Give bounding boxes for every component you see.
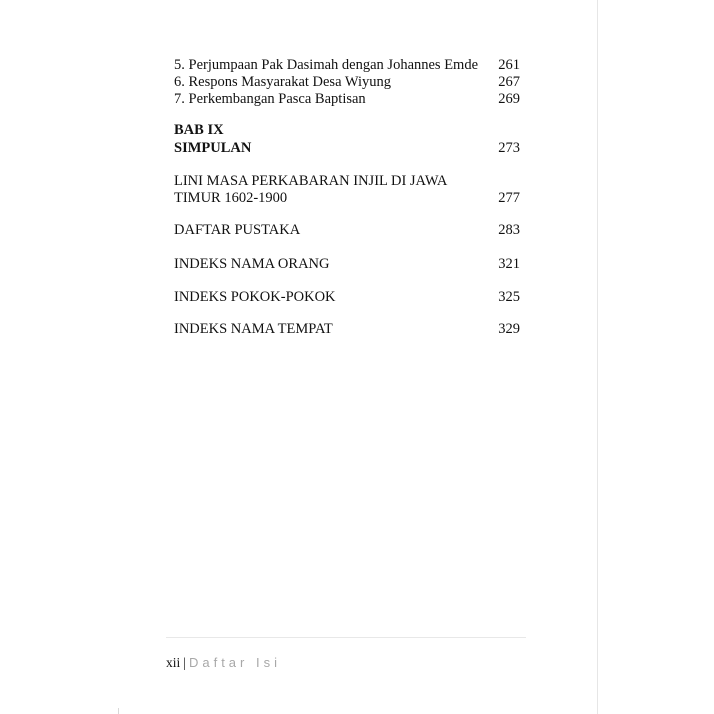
back-matter-page: 325 xyxy=(498,289,520,305)
toc-entry-page: 261 xyxy=(498,57,520,73)
toc-entry-title: 5. Perjumpaan Pak Dasimah dengan Johannes Emde xyxy=(174,57,479,73)
crop-mark xyxy=(118,708,119,714)
chapter-page: 273 xyxy=(498,140,520,156)
back-matter-title: INDEKS POKOK-POKOK xyxy=(174,289,336,305)
chapter-label: BAB IX xyxy=(174,122,224,138)
back-matter-title: INDEKS NAMA ORANG xyxy=(174,256,330,272)
toc-entry-page: 267 xyxy=(498,74,520,90)
toc-entry-title: 7. Perkembangan Pasca Baptisan xyxy=(174,91,366,107)
footer-separator: | xyxy=(183,655,186,670)
timeline-title-line2: TIMUR 1602-1900 xyxy=(174,190,288,206)
back-matter-title: DAFTAR PUSTAKA xyxy=(174,222,301,238)
timeline-title-line1: LINI MASA PERKABARAN INJIL DI JAWA xyxy=(174,173,448,189)
back-matter-page: 283 xyxy=(498,222,520,238)
timeline-page: 277 xyxy=(498,190,520,206)
running-head: Daftar Isi xyxy=(188,655,281,670)
page-edge-divider xyxy=(597,0,598,714)
back-matter-page: 321 xyxy=(498,256,520,272)
back-matter-title: INDEKS NAMA TEMPAT xyxy=(174,321,333,337)
chapter-title: SIMPULAN xyxy=(174,140,252,156)
toc-entry-page: 269 xyxy=(498,91,520,107)
page-number: xii xyxy=(166,655,181,670)
toc-entry-title: 6. Respons Masyarakat Desa Wiyung xyxy=(174,74,392,90)
footer-rule xyxy=(166,637,526,638)
page-footer xyxy=(166,655,281,671)
back-matter-page: 329 xyxy=(498,321,520,337)
